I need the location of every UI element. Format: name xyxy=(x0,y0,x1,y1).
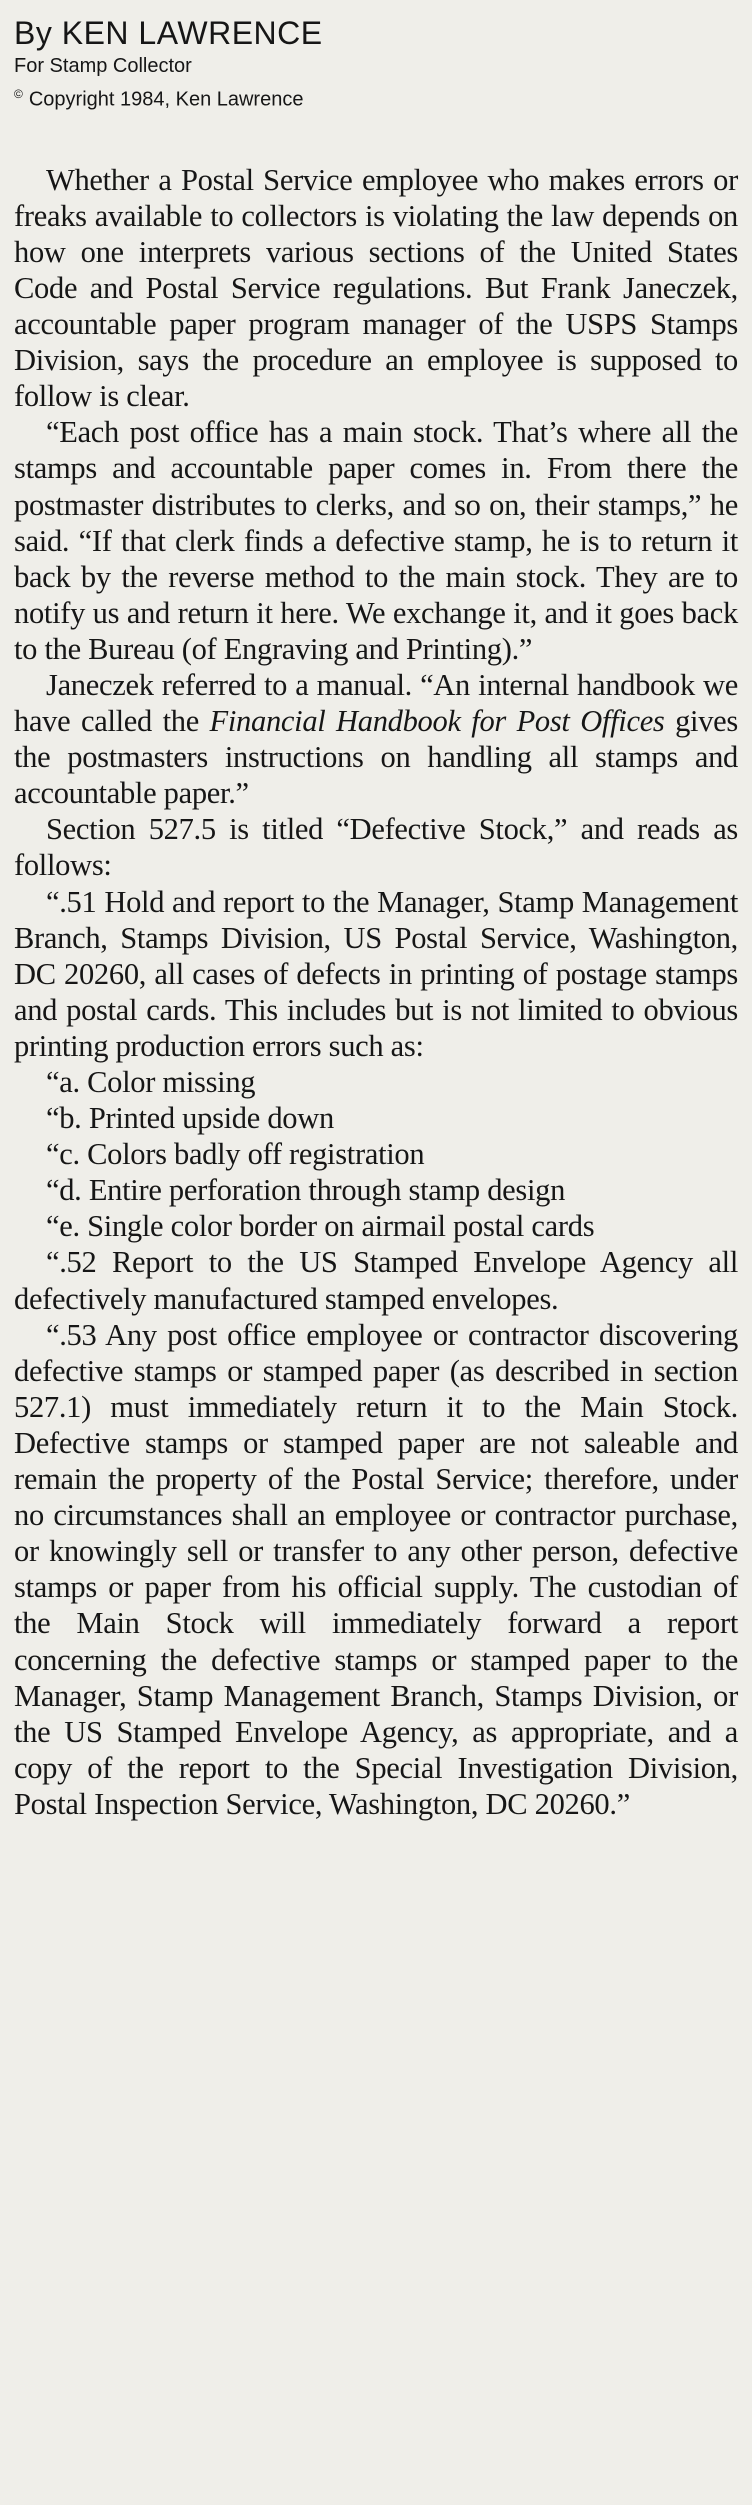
publication-credit: For Stamp Collector xyxy=(14,55,192,77)
list-item: “c. Colors badly off registration xyxy=(46,1137,425,1172)
copyright-line xyxy=(14,80,738,114)
article-body xyxy=(14,162,738,1822)
regulation-paragraph: “.52 Report to the US Stamped Envelope Agency all defectively manufactured stamped envelopes. xyxy=(14,1245,738,1316)
list-item: “a. Color missing xyxy=(46,1065,256,1099)
list-item: “e. Single color border on airmail postal cards xyxy=(46,1209,595,1244)
regulation-paragraph: “.53 Any post office employee or contractor discovering defective stamps or stamped paper (as described in section 527.1) must immediately return it to the Main Stock. Defective stamps or stamped paper are not saleable and remain the property of the Postal Service; therefore, under no circumstances shall an employee or contractor purchase, or knowingly sell or transfer to any other person, defective stamps or paper from his official supply. The custodian of the Main Stock will immediately forward a report concerning the defective stamps or stamped paper to the Manager, Stamp Management Branch, Stamps Division, or the US Stamped Envelope Agency, as appropriate, and a copy of the report to the Special Investigation Division, Postal Inspection Service, Washington, DC 20260.” xyxy=(14,1317,738,1821)
list-item: “d. Entire perforation through stamp design xyxy=(46,1173,566,1208)
paragraph: Section 527.5 is titled “Defective Stock,” and reads as follows: xyxy=(14,812,738,883)
copyright-text: Copyright 1984, Ken Lawrence xyxy=(28,88,304,111)
list-item: “b. Printed upside down xyxy=(46,1101,334,1136)
regulation-paragraph: “.51 Hold and report to the Manager, Stamp Management Branch, Stamps Division, US Postal Service, Washington, DC 20260, all cases of defects in printing of postage stamps and postal cards. This includes but is not limited to obvious printing production errors such as: xyxy=(14,884,738,1063)
copyright-symbol: © xyxy=(14,87,23,101)
paragraph-text: gives the postmasters instructions on handling all stamps and accountable paper.” xyxy=(14,704,738,811)
paragraph xyxy=(14,667,738,811)
paragraph: “Each post office has a main stock. That’s where all the stamps and accountable paper comes in. From there the postmaster distributes to clerks, and so on, their stamps,” he said. “If that clerk finds a defective stamp, he is to return it back by the reverse method to the main stock. They are to notify us and return it here. We exchange it, and it goes back to the Bureau (of Engraving and Printing).” xyxy=(14,415,738,666)
paragraph: Whether a Postal Service employee who makes errors or freaks available to collectors is violating the law depends on how one interprets various sections of the United States Code and Postal Service regulations. But Frank Janeczek, accountable paper program manager of the USPS Stamps Division, says the procedure an employee is supposed to follow is clear. xyxy=(14,162,738,414)
handbook-title: Financial Handbook for Post Offices xyxy=(209,704,665,739)
paragraph-text: Janeczek referred to a manual. “An internal handbook we have called the xyxy=(14,667,738,739)
byline: By KEN LAWRENCE xyxy=(14,15,323,51)
